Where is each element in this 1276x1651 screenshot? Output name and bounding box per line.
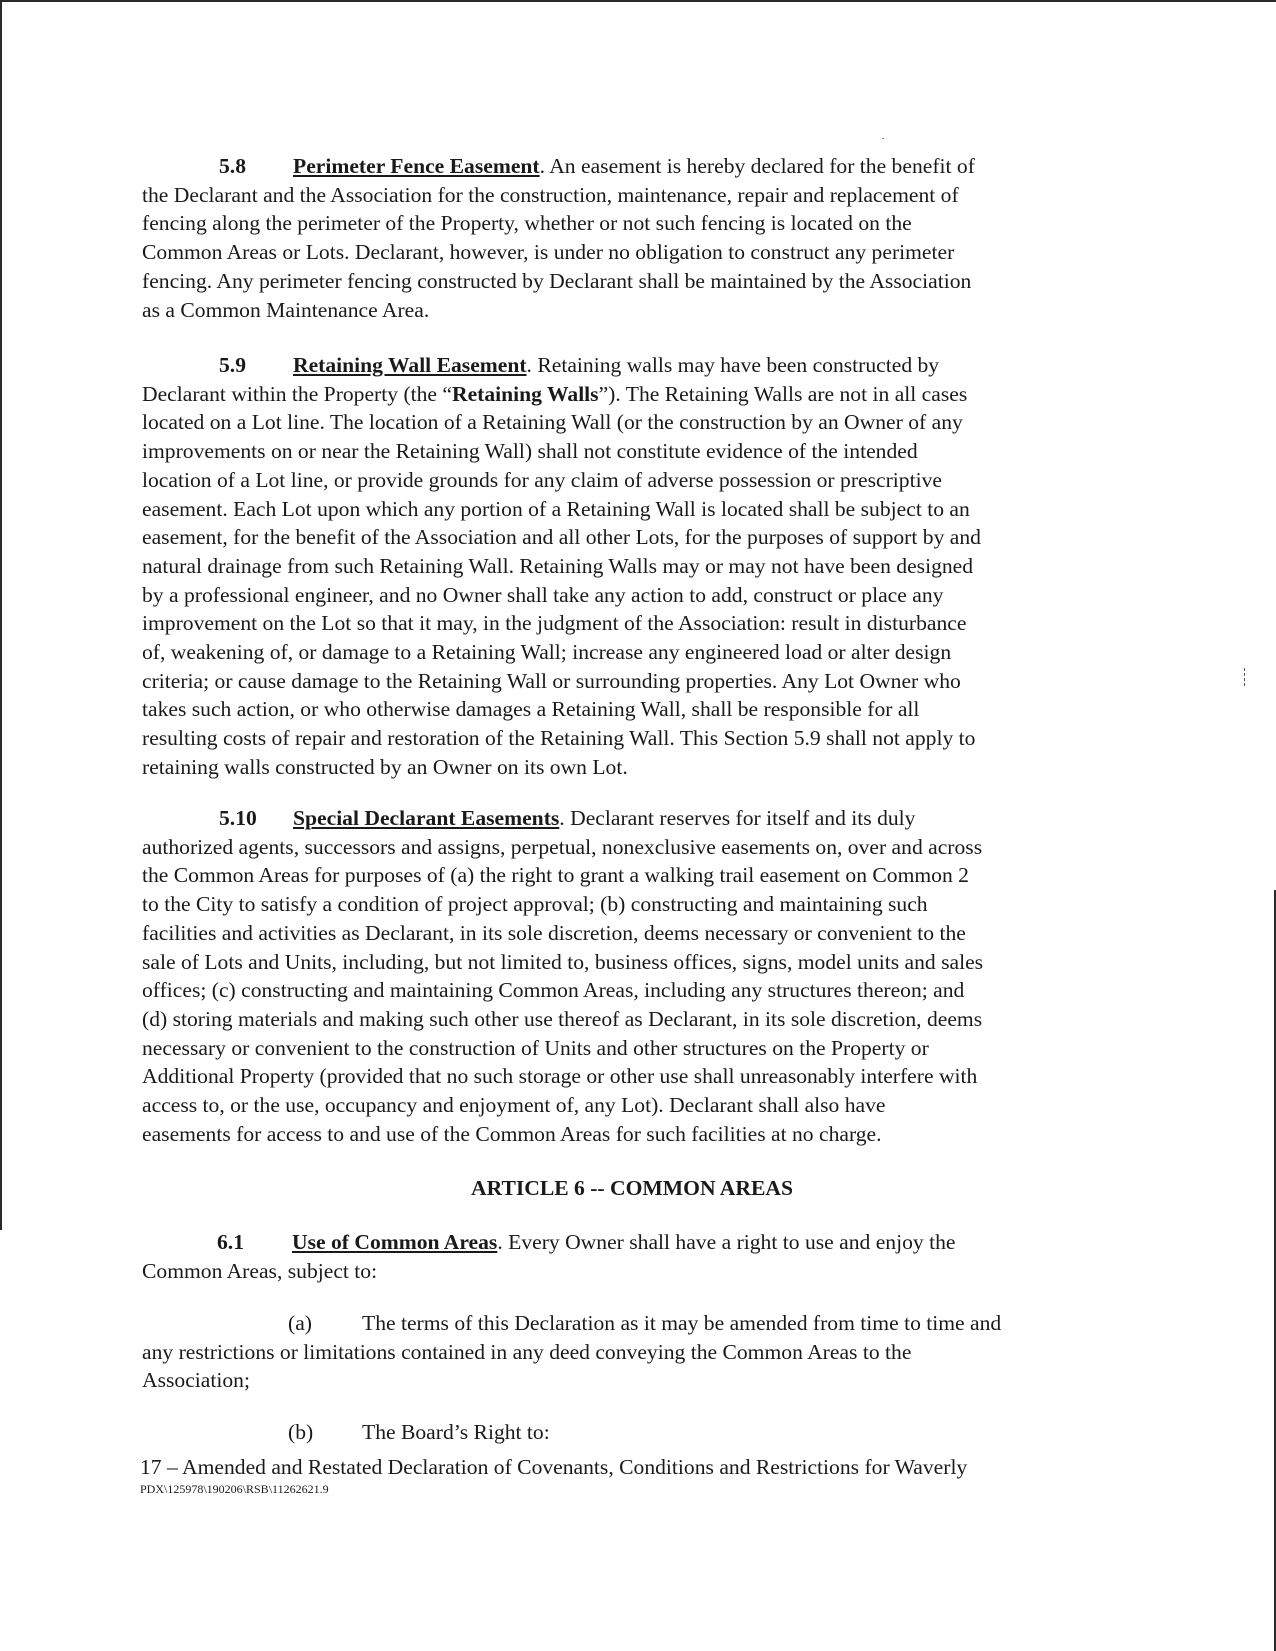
- section-title: Retaining Wall Easement: [293, 353, 527, 377]
- text-line: facilities and activities as Declarant, in its sole discretion, deems necessary or convenient to the: [142, 920, 966, 945]
- text-line: . An easement is hereby declared for the benefit of: [539, 154, 975, 178]
- text-line: retaining walls constructed by an Owner on its own Lot.: [142, 754, 628, 779]
- text-line: The Board’s Right to:: [362, 1420, 550, 1444]
- text-line: of, weakening of, or damage to a Retaining Wall; increase any engineered load or alter design: [142, 640, 952, 665]
- document-id: PDX\125978\190206\RSB\11262621.9: [140, 1482, 329, 1496]
- text-line: located on a Lot line. The location of a Retaining Wall (or the construction by an Owner of any: [142, 410, 963, 435]
- scan-border-top: [0, 0, 1276, 2]
- text-line: fencing. Any perimeter fencing constructed by Declarant shall be maintained by the Association: [142, 268, 972, 293]
- list-item-a: [142, 1309, 1122, 1395]
- item-label: (b): [288, 1420, 314, 1444]
- scan-mark: [1244, 668, 1246, 686]
- text-line: authorized agents, successors and assigns, perpetual, nonexclusive easements on, over and across: [142, 834, 983, 859]
- text-line: easements for access to and use of the Common Areas for such facilities at no charge.: [142, 1121, 882, 1146]
- defined-term: Retaining Walls: [452, 381, 599, 406]
- text-line: as a Common Maintenance Area.: [142, 297, 430, 322]
- text-line: . Declarant reserves for itself and its duly: [559, 806, 916, 830]
- text-line: easement, for the benefit of the Association and all other Lots, for the purposes of support by and: [142, 525, 981, 550]
- section-5-10: [142, 804, 1122, 1148]
- text-line: location of a Lot line, or provide grounds for any claim of adverse possession or prescriptive: [142, 467, 942, 492]
- text-line: (d) storing materials and making such other use thereof as Declarant, in its sole discretion, deems: [142, 1006, 983, 1031]
- text-line: natural drainage from such Retaining Wall. Retaining Walls may or may not have been designed: [142, 553, 974, 578]
- text-line: Common Areas, subject to:: [142, 1258, 378, 1283]
- text-line: improvements on or near the Retaining Wall) shall not constitute evidence of the intended: [142, 439, 918, 464]
- section-title: Special Declarant Easements: [293, 806, 560, 830]
- scan-border-left: [0, 0, 2, 1230]
- text-line: the Common Areas for purposes of (a) the right to grant a walking trail easement on Common 2: [142, 863, 969, 888]
- text-line: sale of Lots and Units, including, but not limited to, business offices, signs, model units and sales: [142, 949, 984, 974]
- section-title: Perimeter Fence Easement: [293, 154, 540, 178]
- text-line: the Declarant and the Association for the construction, maintenance, repair and replacement of: [142, 182, 959, 207]
- text-line: offices; (c) constructing and maintaining Common Areas, including any structures thereon; and: [142, 978, 965, 1003]
- text-line: fencing along the perimeter of the Property, whether or not such fencing is located on the: [142, 211, 912, 236]
- scan-speck: [882, 138, 884, 139]
- section-5-9: [142, 351, 1122, 782]
- text-line: to the City to satisfy a condition of project approval; (b) constructing and maintaining such: [142, 892, 928, 917]
- text-line: any restrictions or limitations contained in any deed conveying the Common Areas to the: [142, 1339, 912, 1364]
- text-line: easement. Each Lot upon which any portion of a Retaining Wall is located shall be subject to an: [142, 496, 970, 521]
- text-line: . Retaining walls may have been constructed by: [526, 353, 940, 377]
- section-title: Use of Common Areas: [292, 1230, 498, 1254]
- text-fragment: ”). The Retaining Walls are not in all cases: [598, 381, 968, 406]
- list-item-b: [142, 1418, 1122, 1447]
- page-footer: 17 – Amended and Restated Declaration of Covenants, Conditions and Restrictions for Waverly: [140, 1455, 968, 1479]
- section-number: 5.8: [219, 154, 246, 178]
- text-line: takes such action, or who otherwise damages a Retaining Wall, shall be responsible for all: [142, 697, 920, 722]
- section-number: 5.10: [219, 806, 257, 830]
- text-line: Association;: [142, 1368, 250, 1393]
- text-line: necessary or convenient to the construction of Units and other structures on the Property or: [142, 1035, 929, 1060]
- text-fragment: Declarant within the Property (the “: [142, 381, 452, 406]
- text-line: by a professional engineer, and no Owner shall take any action to add, construct or place any: [142, 582, 944, 607]
- item-label: (a): [288, 1311, 312, 1335]
- section-number: 5.9: [219, 353, 246, 377]
- section-6-1: [142, 1228, 1122, 1285]
- text-line: Additional Property (provided that no such storage or other use shall unreasonably interfere with: [142, 1064, 978, 1089]
- text-line: The terms of this Declaration as it may be amended from time to time and: [362, 1311, 1002, 1335]
- article-heading: ARTICLE 6 -- COMMON AREAS: [471, 1176, 793, 1200]
- text-line: Common Areas or Lots. Declarant, however, is under no obligation to construct any perimeter: [142, 240, 955, 265]
- text-line: resulting costs of repair and restoration of the Retaining Wall. This Section 5.9 shall not apply to: [142, 726, 976, 751]
- text-line: access to, or the use, occupancy and enjoyment of, any Lot). Declarant shall also have: [142, 1093, 886, 1118]
- text-line: criteria; or cause damage to the Retaining Wall or surrounding properties. Any Lot Owner who: [142, 668, 961, 693]
- section-5-8: [142, 152, 1122, 324]
- text-line: improvement on the Lot so that it may, in the judgment of the Association: result in disturbance: [142, 611, 967, 636]
- section-number: 6.1: [217, 1230, 244, 1254]
- text-line: . Every Owner shall have a right to use and enjoy the: [497, 1230, 956, 1254]
